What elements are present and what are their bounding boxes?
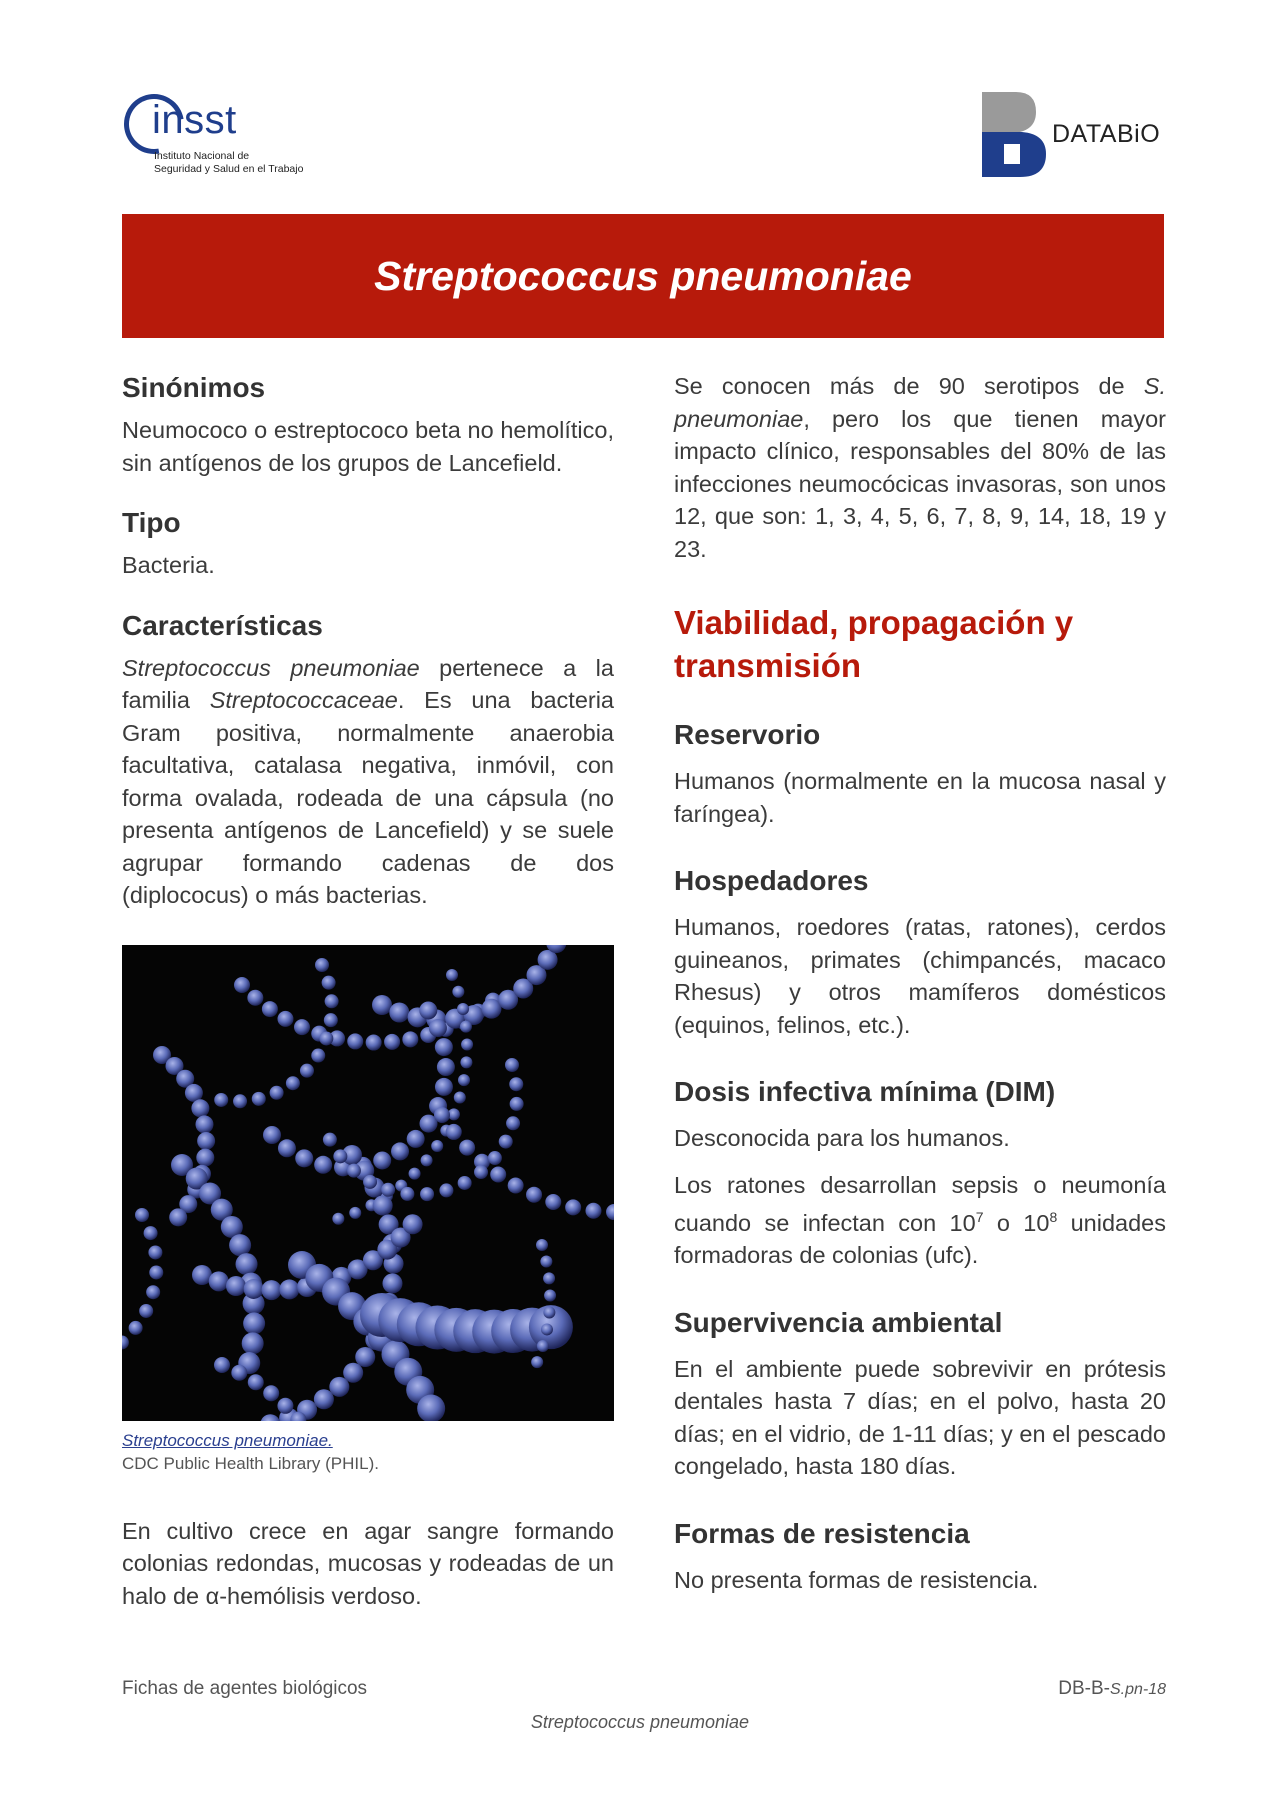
footer-code: DB-B-S.pn-18 <box>1058 1678 1166 1699</box>
coccus-cell <box>452 985 464 997</box>
coccus-cell <box>209 1271 229 1291</box>
insst-wordmark: insst <box>152 98 237 142</box>
footer-left: Fichas de agentes biológicos <box>122 1678 368 1699</box>
coccus-cell <box>474 1165 488 1179</box>
coccus-cell <box>311 1048 325 1062</box>
coccus-cell <box>329 1376 349 1396</box>
coccus-cell <box>373 1151 391 1169</box>
coccus-cell <box>488 1151 502 1165</box>
coccus-cell <box>437 1058 455 1076</box>
coccus-cell <box>499 1134 513 1148</box>
coccus-cell <box>248 1374 264 1390</box>
coccus-cell <box>234 977 250 993</box>
coccus-cell <box>148 1245 162 1259</box>
coccus-cell <box>347 1163 361 1177</box>
coccus-cell <box>236 1253 258 1275</box>
coccus-cell <box>407 1129 425 1147</box>
text-serotipos: Se conocen más de 90 serotipos de S. pneumoniae, pero los que tienen mayor impacto clínico, responsables del 80% de las infecciones neumocócicas invasoras, son unos 12, que son: 1, 3, 4, 5, 6, 7, 8, 9, 14, 18, 19 y 23. <box>674 373 1166 562</box>
coccus-cell <box>129 1320 143 1334</box>
coccus-cell <box>319 1031 333 1045</box>
text-dim-1: Desconocida para los humanos. <box>674 1125 1010 1151</box>
coccus-cell <box>420 1187 434 1201</box>
coccus-cell <box>384 1033 400 1049</box>
coccus-cell <box>409 1167 421 1179</box>
coccus-cell <box>363 1174 377 1188</box>
coccus-cell <box>541 1323 553 1335</box>
coccus-cell <box>460 1020 472 1032</box>
coccus-cell <box>277 1010 293 1026</box>
coccus-cell <box>146 1285 160 1299</box>
coccus-cell <box>314 1389 334 1409</box>
coccus-cell <box>333 1149 347 1163</box>
coccus-cell <box>509 1077 523 1091</box>
heading-dim: Dosis infectiva mínima (DIM) <box>674 1076 1056 1107</box>
coccus-cell <box>545 1194 561 1210</box>
caption-source: CDC Public Health Library (PHIL). <box>122 1453 379 1473</box>
text-sinonimos: Neumococo o estreptococo beta no hemolítico, sin antígenos de los grupos de Lancefield. <box>122 417 614 476</box>
caption-link[interactable]: Streptococcus pneumoniae. <box>122 1430 333 1450</box>
text-cultivo: En cultivo crece en agar sangre formando colonias redondas, mucosas y rodeadas de un halo de α-hemólisis verdoso. <box>122 1517 614 1609</box>
coccus-cell <box>540 1255 552 1267</box>
bacteria-micrograph <box>122 945 614 1421</box>
coccus-cell <box>606 1204 614 1220</box>
coccus-cell <box>144 1226 158 1240</box>
coccus-cell <box>149 1265 163 1279</box>
title-banner <box>122 214 1164 338</box>
coccus-cell <box>460 1056 472 1068</box>
coccus-cell <box>372 995 392 1015</box>
coccus-cell <box>214 1092 228 1106</box>
coccus-cell <box>347 1033 363 1049</box>
insst-subtitle: Instituto Nacional de Seguridad y Salud en el Trabajo <box>154 150 304 175</box>
coccus-cell <box>429 1019 447 1037</box>
coccus-cell <box>242 1332 264 1354</box>
coccus-cell <box>544 1289 556 1301</box>
coccus-cell <box>454 1091 466 1103</box>
coccus-cell <box>185 1083 203 1101</box>
coccus-cell <box>233 1094 247 1108</box>
coccus-cell <box>389 1002 409 1022</box>
heading-sinonimos: Sinónimos <box>122 372 266 403</box>
coccus-cell <box>373 1195 393 1215</box>
coccus-cell <box>537 1340 549 1352</box>
coccus-cell <box>458 1175 472 1189</box>
text-caracteristicas: Streptococcus pneumoniae pertenece a la familia Streptococcaceae. Es una bacteria Gram positiva, normalmente anaerobia facultativa, catalasa negativa, inmóvil, con forma ovalada, rodeada de una cápsula (no presenta antígenos de Lancefield) y se suele agrupar formando cadenas de dos (diplococus) o más bacterias. <box>122 654 615 908</box>
text-hospedadores: Humanos, roedores (ratas, ratones), cerdos guineanos, primates (chimpancés, macaco Rhesus) y otros mamíferos domésticos (equinos, felinos, etc.). <box>674 914 1166 1038</box>
coccus-cell <box>366 1034 382 1050</box>
coccus-cell <box>459 1139 475 1155</box>
text-tipo: Bacteria. <box>122 552 215 578</box>
bacteria-illustration <box>122 945 614 1421</box>
coccus-cell <box>434 1107 450 1123</box>
coccus-cell <box>135 1208 149 1222</box>
coccus-cell <box>277 1397 293 1413</box>
coccus-cell <box>315 958 329 972</box>
coccus-cell <box>585 1202 601 1218</box>
coccus-cell <box>295 1149 313 1167</box>
coccus-cell <box>323 1132 337 1146</box>
databio-b-icon <box>982 92 1046 177</box>
coccus-cell <box>214 1357 230 1373</box>
left-column <box>122 370 614 1612</box>
coccus-cell <box>197 1131 215 1149</box>
coccus-cell <box>531 1356 543 1368</box>
coccus-cell <box>191 1099 209 1117</box>
heading-hospedadores: Hospedadores <box>674 865 869 896</box>
text-supervivencia: En el ambiente puede sobrevivir en prótesis dentales hasta 7 días; en el polvo, hasta 20 días; en el vidrio, de 1-11 días; y en el pescado congelado, hasta 180 días. <box>674 1355 1166 1480</box>
coccus-cell <box>381 1182 395 1196</box>
page-title: Streptococcus pneumoniae <box>374 252 912 299</box>
coccus-cell <box>506 1116 520 1130</box>
coccus-cell <box>543 1272 555 1284</box>
coccus-cell <box>536 1239 548 1251</box>
coccus-cell <box>139 1303 153 1317</box>
coccus-cell <box>314 1155 332 1173</box>
text-resistencia: No presenta formas de resistencia. <box>674 1566 1039 1593</box>
heading-tipo: Tipo <box>122 507 181 538</box>
coccus-cell <box>508 1177 524 1193</box>
coccus-cell <box>431 1139 443 1151</box>
coccus-cell <box>403 1214 423 1234</box>
coccus-cell <box>300 1063 314 1077</box>
heading-supervivencia: Supervivencia ambiental <box>674 1306 1003 1338</box>
text-dim-2: Los ratones desarrollan sepsis o neumonía cuando se infectan con $10^7$ o $10^8$ unidades formadoras de colonias (ufc). <box>674 1171 1166 1269</box>
text-reservorio: Humanos (normalmente en la mucosa nasal y faríngea). <box>674 768 1166 827</box>
coccus-cell <box>510 1096 524 1110</box>
coccus-cell <box>543 1306 555 1318</box>
coccus-cell <box>332 1212 344 1224</box>
coccus-cell <box>435 1038 453 1056</box>
coccus-cell <box>261 1280 281 1300</box>
coccus-cell <box>243 1312 265 1334</box>
insst-logo <box>120 88 340 183</box>
coccus-cell <box>252 1091 266 1105</box>
coccus-cell <box>402 1031 418 1047</box>
right-column <box>674 370 1166 1596</box>
coccus-cell <box>391 1142 409 1160</box>
databio-logo <box>982 92 1167 178</box>
coccus-cell <box>457 1002 469 1014</box>
heading-reservorio: Reservorio <box>674 719 821 750</box>
coccus-cell <box>294 1019 310 1035</box>
coccus-cell <box>231 1364 247 1380</box>
coccus-cell <box>196 1148 214 1166</box>
coccus-cell <box>461 1038 473 1050</box>
coccus-cell <box>278 1139 296 1157</box>
coccus-cell <box>260 1414 280 1421</box>
coccus-cell <box>458 1074 470 1086</box>
coccus-cell <box>446 1123 462 1139</box>
section-title-viabilidad: Viabilidad, propagación y transmisión <box>674 604 1074 684</box>
coccus-cell <box>226 1276 246 1296</box>
coccus-cell <box>439 1183 453 1197</box>
coccus-cell <box>565 1199 581 1215</box>
heading-caracteristicas: Características <box>122 609 323 641</box>
coccus-cell <box>229 1234 251 1256</box>
databio-wordmark: DATABiO <box>1052 120 1161 148</box>
coccus-cell <box>435 1077 453 1095</box>
coccus-cell <box>505 1058 519 1072</box>
coccus-cell <box>322 975 336 989</box>
footer-center: Streptococcus pneumoniae <box>530 1712 750 1732</box>
coccus-cell <box>262 1001 278 1017</box>
coccus-cell <box>195 1115 213 1133</box>
figure-caption <box>122 1429 614 1475</box>
coccus-cell <box>279 1279 299 1299</box>
coccus-cell <box>263 1126 281 1144</box>
coccus-cell <box>349 1206 361 1218</box>
coccus-cell <box>446 969 458 981</box>
coccus-cell <box>247 989 263 1005</box>
coccus-cell <box>324 1013 338 1027</box>
coccus-cell <box>286 1076 300 1090</box>
coccus-cell <box>244 1278 264 1298</box>
coccus-cell <box>270 1085 284 1099</box>
coccus-cell <box>122 1335 129 1349</box>
coccus-cell <box>382 1273 402 1293</box>
coccus-cell <box>526 1186 542 1202</box>
coccus-cell <box>490 1166 506 1182</box>
coccus-cell <box>325 994 339 1008</box>
coccus-cell <box>263 1385 279 1401</box>
coccus-cell <box>419 1001 437 1019</box>
heading-resistencia: Formas de resistencia <box>674 1517 970 1549</box>
coccus-cell <box>421 1154 433 1166</box>
coccus-cell <box>169 1208 187 1226</box>
coccus-cell <box>355 1347 375 1367</box>
coccus-cell <box>400 1186 414 1200</box>
